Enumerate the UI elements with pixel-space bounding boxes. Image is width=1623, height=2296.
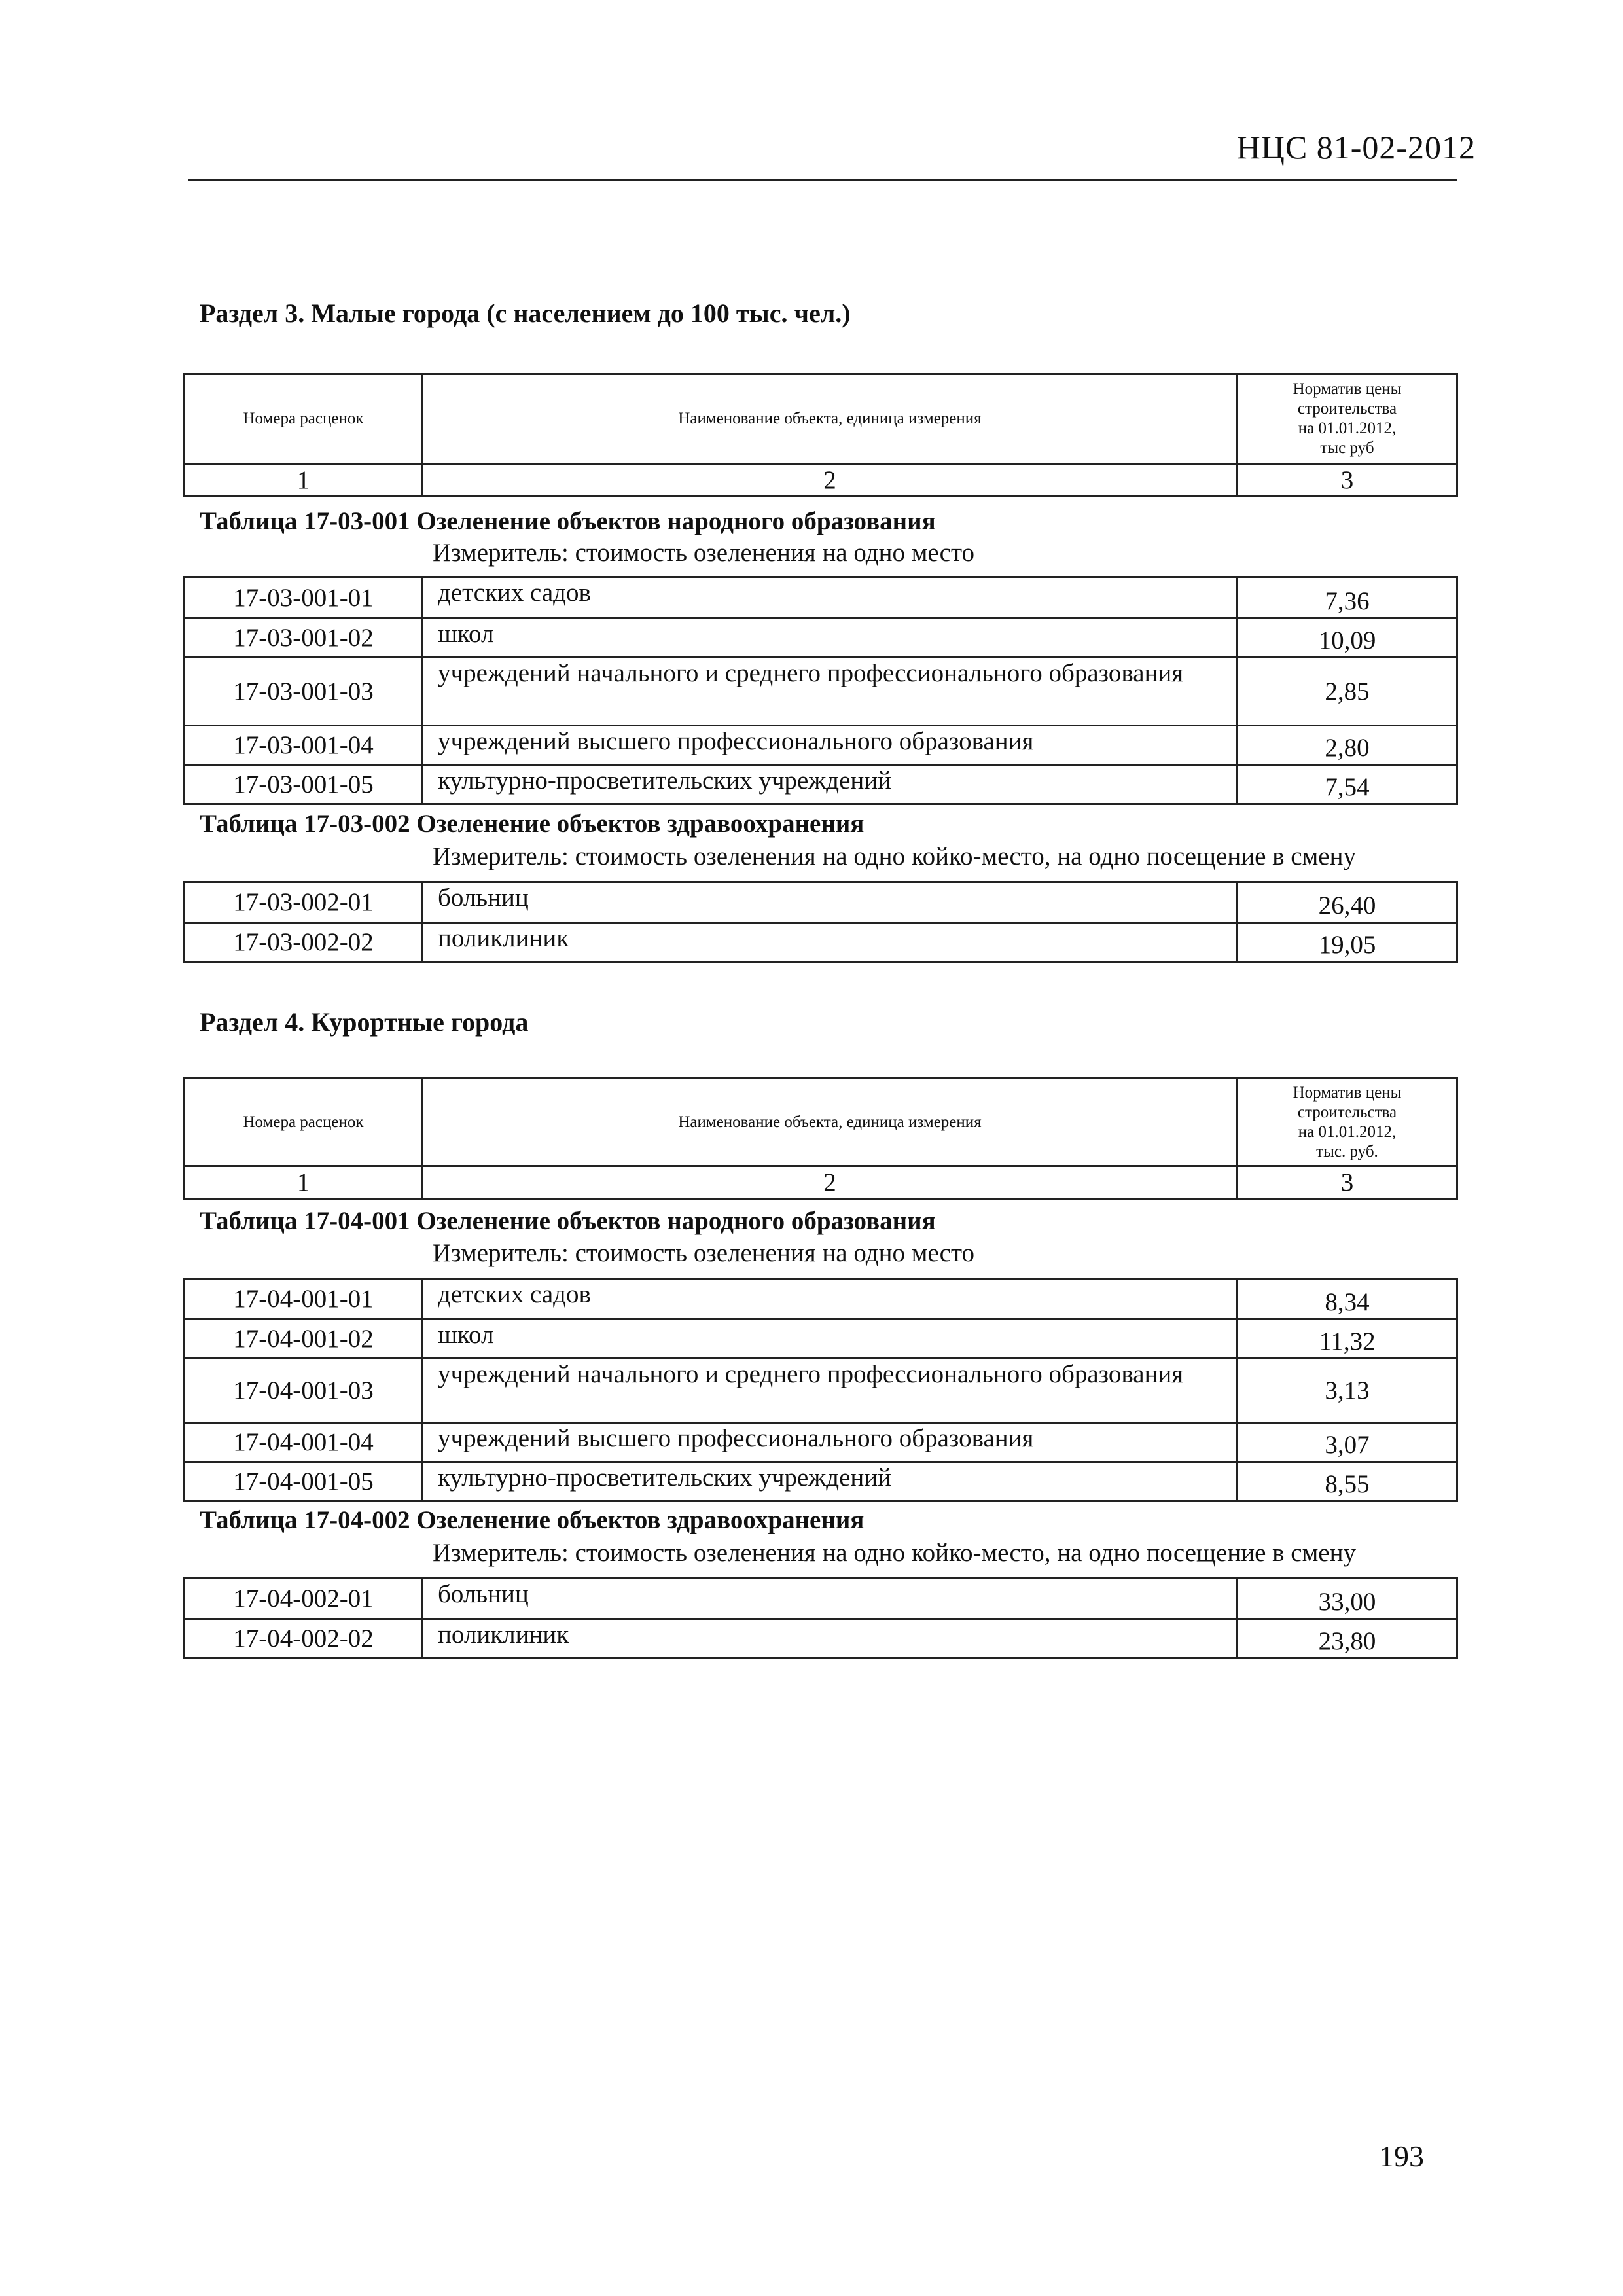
header-price-line: Норматив цены xyxy=(1293,1083,1402,1102)
header-price xyxy=(1238,1079,1457,1166)
header-code: Номера расценок xyxy=(185,374,423,464)
header-price-line: строительства xyxy=(1297,1103,1397,1121)
row-price: 2,85 xyxy=(1238,658,1457,726)
table-meter: Измеритель: стоимость озеленения на одно койко-место, на одно посещение в смену xyxy=(433,1539,1356,1567)
header-rule xyxy=(188,179,1457,181)
column-number: 3 xyxy=(1238,464,1457,497)
table-row xyxy=(185,658,1457,726)
table-row xyxy=(185,923,1457,962)
row-code: 17-04-002-01 xyxy=(185,1579,423,1619)
row-price: 33,00 xyxy=(1238,1579,1457,1619)
row-code: 17-03-001-01 xyxy=(185,577,423,619)
header-price-line: Норматив цены xyxy=(1293,380,1402,398)
row-name: поликлиник xyxy=(423,923,1238,962)
row-price: 3,07 xyxy=(1238,1423,1457,1462)
table-title: Таблица 17-04-001 Озеленение объектов народного образования xyxy=(200,1207,936,1235)
row-code: 17-04-002-02 xyxy=(185,1619,423,1659)
data-table xyxy=(183,1278,1458,1502)
header-price-line: тыс. руб. xyxy=(1316,1142,1378,1160)
table-row xyxy=(185,1279,1457,1319)
table-row xyxy=(185,882,1457,923)
header-price-line: строительства xyxy=(1297,400,1397,418)
row-code: 17-04-001-03 xyxy=(185,1359,423,1423)
table-meter: Измеритель: стоимость озеленения на одно место xyxy=(433,1239,974,1267)
table-row xyxy=(185,726,1457,765)
row-code: 17-03-002-01 xyxy=(185,882,423,923)
row-name: школ xyxy=(423,1319,1238,1359)
data-table xyxy=(183,881,1458,963)
header-price-line: на 01.01.2012, xyxy=(1298,1122,1397,1141)
row-name: культурно-просветительских учреждений xyxy=(423,1462,1238,1501)
row-code: 17-04-001-02 xyxy=(185,1319,423,1359)
row-code: 17-03-001-04 xyxy=(185,726,423,765)
page-number: 193 xyxy=(1379,2140,1424,2173)
table-row xyxy=(185,1319,1457,1359)
section-title: Раздел 3. Малые города (с населением до 100 тыс. чел.) xyxy=(200,298,851,328)
column-number: 1 xyxy=(185,464,423,497)
row-price: 8,55 xyxy=(1238,1462,1457,1501)
column-header-table xyxy=(183,1077,1458,1200)
table-row xyxy=(185,1619,1457,1659)
row-price: 26,40 xyxy=(1238,882,1457,923)
table-meter: Измеритель: стоимость озеленения на одно место xyxy=(433,539,974,567)
column-number: 1 xyxy=(185,1166,423,1199)
row-name: школ xyxy=(423,619,1238,658)
row-name: поликлиник xyxy=(423,1619,1238,1659)
section-title: Раздел 4. Курортные города xyxy=(200,1007,529,1037)
column-header-table xyxy=(183,373,1458,497)
row-price: 8,34 xyxy=(1238,1279,1457,1319)
table-title: Таблица 17-03-001 Озеленение объектов народного образования xyxy=(200,507,936,535)
table-row xyxy=(185,1423,1457,1462)
row-code: 17-03-001-05 xyxy=(185,765,423,804)
table-row xyxy=(185,577,1457,619)
header-code: Номера расценок xyxy=(185,1079,423,1166)
header-price-line: тыс руб xyxy=(1320,439,1374,457)
column-number: 3 xyxy=(1238,1166,1457,1199)
row-price: 2,80 xyxy=(1238,726,1457,765)
row-name: больниц xyxy=(423,882,1238,923)
row-price: 11,32 xyxy=(1238,1319,1457,1359)
row-code: 17-03-001-02 xyxy=(185,619,423,658)
table-row xyxy=(185,765,1457,804)
row-name: учреждений высшего профессионального образования xyxy=(423,1423,1238,1462)
column-number: 2 xyxy=(423,464,1238,497)
row-price: 7,36 xyxy=(1238,577,1457,619)
row-name: детских садов xyxy=(423,1279,1238,1319)
row-price: 19,05 xyxy=(1238,923,1457,962)
row-code: 17-04-001-05 xyxy=(185,1462,423,1501)
table-title: Таблица 17-04-002 Озеленение объектов здравоохранения xyxy=(200,1506,865,1534)
row-price: 7,54 xyxy=(1238,765,1457,804)
table-row xyxy=(185,619,1457,658)
document-code: НЦС 81-02-2012 xyxy=(1236,129,1476,166)
row-name: учреждений начального и среднего профессионального образования xyxy=(423,1359,1238,1423)
header-name: Наименование объекта, единица измерения xyxy=(423,1079,1238,1166)
table-meter: Измеритель: стоимость озеленения на одно койко-место, на одно посещение в смену xyxy=(433,842,1356,870)
row-name: учреждений высшего профессионального образования xyxy=(423,726,1238,765)
table-row xyxy=(185,1579,1457,1619)
row-name: учреждений начального и среднего профессионального образования xyxy=(423,658,1238,726)
row-name: детских садов xyxy=(423,577,1238,619)
row-price: 3,13 xyxy=(1238,1359,1457,1423)
row-name: больниц xyxy=(423,1579,1238,1619)
row-code: 17-03-002-02 xyxy=(185,923,423,962)
row-code: 17-03-001-03 xyxy=(185,658,423,726)
table-row xyxy=(185,1462,1457,1501)
row-code: 17-04-001-04 xyxy=(185,1423,423,1462)
row-price: 23,80 xyxy=(1238,1619,1457,1659)
header-name: Наименование объекта, единица измерения xyxy=(423,374,1238,464)
table-row xyxy=(185,1359,1457,1423)
header-price xyxy=(1238,374,1457,464)
data-table xyxy=(183,1577,1458,1659)
row-price: 10,09 xyxy=(1238,619,1457,658)
row-code: 17-04-001-01 xyxy=(185,1279,423,1319)
row-name: культурно-просветительских учреждений xyxy=(423,765,1238,804)
header-price-line: на 01.01.2012, xyxy=(1298,420,1397,437)
column-number: 2 xyxy=(423,1166,1238,1199)
table-title: Таблица 17-03-002 Озеленение объектов здравоохранения xyxy=(200,810,865,838)
data-table xyxy=(183,576,1458,805)
